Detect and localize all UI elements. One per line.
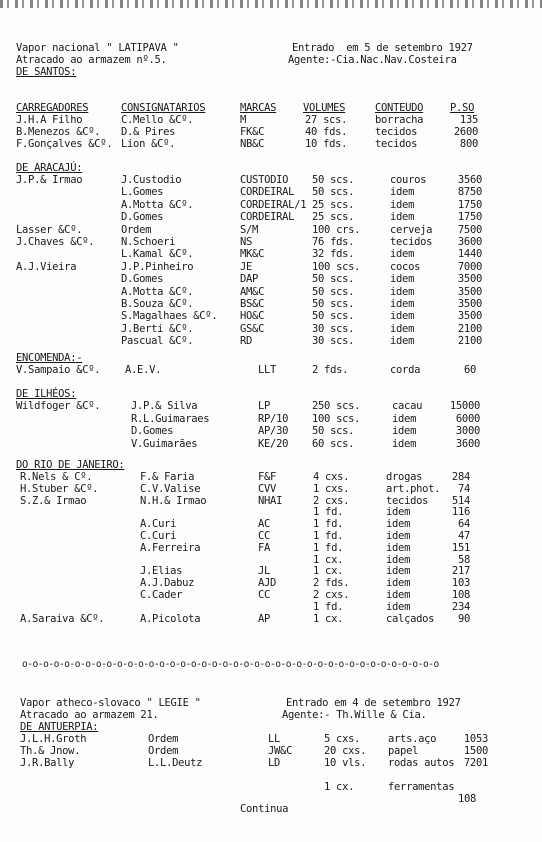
cell-conteudo: calçados [386, 612, 435, 625]
cell-peso: 1053 [463, 733, 488, 745]
cell-marca: KE/20 [258, 437, 289, 450]
cell-consignatario: A.E.V. [125, 364, 162, 376]
cell-volumes: 1 fd. [313, 518, 344, 531]
cell-marca: LP [258, 400, 271, 412]
cell-marca: CORDEIRAL [240, 186, 295, 199]
cell-volumes: 50 scs. [312, 186, 355, 199]
cell-consignatario: Ordem [121, 223, 152, 236]
cell-peso: 135 [459, 114, 478, 126]
cell-volumes: 1 cx. [313, 612, 344, 625]
header-carregador: CARREGADORES [16, 102, 89, 114]
encomenda-heading: ENCOMENDA:- [16, 352, 83, 364]
separator-line: o-o-o-o-o-o-o-o-o-o-o-o-o-o-o-o-o-o-o-o-o-o-o-o-o-o-o-o-o-o-o-o-o-o-o-o-o-o-o-o [22, 659, 439, 670]
cell-peso: 3500 [457, 285, 482, 298]
cell-volumes: 1 fd. [313, 541, 344, 554]
cell-consignatario: V.Guimarães [131, 437, 198, 450]
cell-consignatario: B.Souza &Cº. [121, 298, 194, 310]
cell-conteudo: idem [386, 518, 411, 531]
cell-consignatario: F.& Faria [140, 471, 195, 483]
cell-volumes: 2 fds. [313, 577, 350, 590]
cell-volumes: 50 scs. [312, 285, 355, 298]
cell-peso: 3500 [457, 273, 482, 286]
santos-heading: DE SANTOS: [16, 66, 77, 78]
cell-volumes: 100 crs. [312, 223, 361, 236]
cell-volumes: 25 scs. [312, 211, 355, 224]
ilheos-heading: DE ILHÉOS: [16, 388, 77, 400]
cell-conteudo: corda [390, 364, 421, 376]
cell-marca: HO&C [240, 310, 265, 323]
cell-peso: 64 [457, 518, 470, 531]
cell-peso: 7201 [463, 757, 488, 769]
cell-volumes: 30 scs. [312, 322, 355, 335]
cell-marca: NHAI [258, 494, 283, 507]
cell-conteudo: idem [386, 589, 411, 601]
cell-volumes: 27 scs. [305, 114, 348, 126]
cell-conteudo: arts.aço [388, 733, 437, 745]
cell-carregador: J.L.H.Groth [20, 733, 87, 745]
cell-carregador: B.Menezos &Cº. [16, 126, 101, 138]
cell-conteudo: idem [390, 335, 415, 348]
cell-consignatario: A.Picolota [140, 612, 201, 625]
cell-consignatario: D.Gomes [131, 425, 174, 437]
cell-carregador: J.H.A Filho [16, 114, 83, 126]
cell-volumes: 2 cxs. [313, 494, 350, 507]
cell-conteudo: couros [390, 174, 427, 186]
cell-peso: 1750 [457, 211, 482, 224]
extra-volume: 1 cx. [324, 781, 355, 793]
cell-conteudo: rodas autos [388, 757, 455, 769]
cell-consignatario: J.P.& Silva [131, 400, 198, 412]
cell-conteudo: idem [390, 322, 415, 335]
cell-volumes: 60 scs. [312, 437, 355, 450]
cell-marca: AJD [258, 577, 277, 590]
cell-peso: 58 [457, 553, 470, 566]
cell-conteudo: idem [386, 530, 411, 542]
cell-marca: F&F [258, 471, 277, 483]
header-consignatario: CONSIGNATARIOS [121, 102, 206, 114]
cell-volumes: 50 scs. [312, 425, 355, 437]
ship1-agent: Agente:-Cia.Nac.Nav.Costeira [288, 54, 457, 66]
cell-peso: 1500 [463, 745, 488, 757]
cell-marca: NS [240, 236, 253, 248]
cell-peso: 284 [451, 471, 470, 483]
cell-marca: AM&C [240, 285, 265, 298]
cell-marca: FK&C [240, 126, 265, 138]
cell-conteudo: idem [386, 553, 411, 566]
extra-weight: 108 [458, 793, 477, 805]
rio-shipper: S.Z.& Irmao [20, 495, 87, 507]
rio-heading: DO RIO DE JANEIRO: [16, 459, 125, 471]
cell-volumes: 1 fd. [313, 506, 344, 519]
cell-volumes: 40 fds. [305, 126, 348, 138]
cell-peso: 2600 [453, 126, 478, 138]
cell-volumes: 4 cxs. [313, 471, 350, 483]
cell-peso: 1440 [457, 248, 482, 261]
cell-consignatario: J.Berti &Cº. [121, 322, 194, 335]
cell-volumes: 1 cxs. [313, 482, 350, 495]
cell-volumes: 25 scs. [312, 198, 355, 211]
cell-consignatario: J.Custodio [121, 174, 182, 186]
cell-consignatario: A.Curi [140, 518, 177, 531]
cell-peso: 3560 [457, 174, 482, 186]
cell-marca: JW&C [268, 745, 293, 757]
cell-volumes: 50 scs. [312, 310, 355, 323]
cell-marca: DAP [240, 273, 259, 286]
cell-consignatario: D.Gomes [121, 273, 164, 286]
cell-volumes: 100 scs. [312, 412, 361, 425]
cell-marca: AC [258, 518, 271, 531]
cell-marca: LLT [258, 364, 277, 376]
cell-volumes: 30 scs. [312, 335, 355, 348]
ilheos-shipper: Wildfoger &Cº. [16, 400, 101, 412]
cell-volumes: 250 scs. [312, 400, 361, 412]
cell-volumes: 50 scs. [312, 174, 355, 186]
cell-conteudo: idem [386, 506, 411, 519]
aracaju-shipper: J.Chaves &Cº. [16, 236, 95, 248]
cell-conteudo: tecidos [375, 138, 418, 150]
cell-conteudo: idem [392, 437, 417, 450]
cell-conteudo: papel [388, 745, 419, 757]
ship1-name: Vapor nacional " LATIPAVA " [16, 42, 179, 54]
antuerpia-heading: DE ANTUERPIA: [20, 721, 99, 733]
header-volumes: VOLUMES [303, 102, 346, 114]
cell-peso: 1750 [457, 198, 482, 211]
cell-conteudo: tecidos [375, 126, 418, 138]
ship2-arrival: Entrado em 4 de setembro 1927 [286, 697, 461, 709]
cell-conteudo: cacau [392, 400, 423, 412]
header-conteudo: CONTEUDO [375, 102, 424, 114]
cell-marca: MK&C [240, 248, 265, 261]
cell-marca: LD [268, 757, 281, 769]
cell-conteudo: art.phot. [386, 482, 441, 495]
ship2-berth: Atracado ao armazem 21. [20, 709, 159, 721]
cell-marca: BS&C [240, 298, 265, 310]
cell-conteudo: idem [390, 211, 415, 224]
cell-volumes: 50 scs. [312, 273, 355, 286]
cell-peso: 60 [463, 364, 476, 376]
cell-consignatario: Ordem [148, 733, 179, 745]
extra-content: ferramentas [388, 781, 455, 793]
cell-peso: 108 [451, 589, 470, 601]
cell-conteudo: tecidos [386, 494, 429, 507]
cell-marca: JE [240, 260, 253, 273]
cell-conteudo: borracha [375, 114, 424, 126]
cell-marca: CVV [258, 482, 277, 495]
cell-volumes: 1 cx. [313, 565, 344, 578]
cell-peso: 3600 [455, 437, 480, 450]
cell-conteudo: drogas [386, 471, 423, 483]
scan-top-edge [0, 0, 542, 8]
cell-peso: 217 [451, 565, 470, 578]
cell-peso: 3000 [455, 425, 480, 437]
cell-consignatario: C.Cader [140, 589, 183, 601]
cell-peso: 514 [451, 494, 470, 507]
rio-last-shipper: A.Saraiva &Cº. [20, 613, 105, 625]
aracaju-heading: DE ARACAJÚ: [16, 162, 83, 174]
cell-peso: 74 [457, 482, 470, 495]
cell-peso: 7000 [457, 260, 482, 273]
ship2-agent: Agente:- Th.Wille & Cia. [282, 709, 427, 721]
cell-conteudo: idem [390, 285, 415, 298]
cell-conteudo: tecidos [390, 236, 433, 248]
cell-volumes: 100 scs. [312, 260, 361, 273]
cell-marca: AP [258, 612, 271, 625]
cell-carregador: V.Sampaio &Cº. [16, 364, 101, 376]
cell-carregador: Th.& Jnow. [20, 745, 81, 757]
cell-peso: 234 [451, 600, 470, 613]
cell-volumes: 5 cxs. [324, 733, 361, 745]
cell-volumes: 2 cxs. [313, 589, 350, 601]
cell-conteudo: idem [386, 541, 411, 554]
cell-consignatario: N.Schoeri [121, 236, 176, 248]
cell-marca: NB&C [240, 138, 265, 150]
cell-marca: RD [240, 335, 253, 348]
cell-conteudo: idem [390, 273, 415, 286]
continua-footer: Continua [240, 803, 289, 815]
ship2-name: Vapor atheco-slovaco " LEGIE " [20, 697, 201, 709]
cell-marca: LL [268, 733, 281, 745]
aracaju-shipper: Lasser &Cº. [16, 223, 83, 236]
cell-consignatario: L.Gomes [121, 186, 164, 199]
cell-marca: S/M [240, 223, 259, 236]
cell-marca: AP/30 [258, 425, 289, 437]
cell-marca: RP/10 [258, 412, 289, 425]
cell-conteudo: cerveja [390, 223, 433, 236]
cell-consignatario: A.Motta &Cº. [121, 198, 194, 211]
cell-peso: 2100 [457, 335, 482, 348]
cell-peso: 103 [451, 577, 470, 590]
cell-volumes: 1 cx. [313, 553, 344, 566]
cell-carregador: J.R.Bally [20, 757, 75, 769]
cell-conteudo: idem [392, 425, 417, 437]
cell-volumes: 32 fds. [312, 248, 355, 261]
cell-conteudo: idem [390, 186, 415, 199]
cell-marca: GS&C [240, 322, 265, 335]
cell-marca: JL [258, 565, 271, 578]
cell-peso: 90 [457, 612, 470, 625]
cell-marca: CC [258, 530, 271, 542]
cell-consignatario: C.Curi [140, 530, 177, 542]
cell-volumes: 2 fds. [312, 364, 349, 376]
cell-carregador: F.Gonçalves &Cº. [16, 138, 113, 150]
cell-peso: 3500 [457, 310, 482, 323]
cell-marca: FA [258, 541, 271, 554]
cell-conteudo: idem [386, 565, 411, 578]
ship1-berth: Atracado ao armazem nº.5. [16, 54, 167, 66]
rio-shipper: R.Nels & Cº. [20, 471, 93, 483]
cell-volumes: 1 fd. [313, 530, 344, 542]
cell-conteudo: idem [386, 600, 411, 613]
cell-peso: 6000 [455, 412, 480, 425]
cell-volumes: 10 vls. [324, 757, 367, 769]
cell-volumes: 76 fds. [312, 236, 355, 248]
cell-consignatario: J.P.Pinheiro [121, 260, 194, 273]
cell-consignatario: A.Motta &Cº. [121, 285, 194, 298]
cell-peso: 2100 [457, 322, 482, 335]
cell-consignatario: L.L.Deutz [148, 757, 203, 769]
cell-peso: 7500 [457, 223, 482, 236]
header-marcas: MARCAS [240, 102, 277, 114]
cell-peso: 3500 [457, 298, 482, 310]
cell-volumes: 20 cxs. [324, 745, 367, 757]
cell-peso: 8750 [457, 186, 482, 199]
cell-volumes: 1 fd. [313, 600, 344, 613]
cell-peso: 800 [459, 138, 478, 150]
ship1-arrival: Entrado em 5 de setembro 1927 [292, 42, 473, 54]
cell-marca: CORDEIRAL [240, 211, 295, 224]
cell-peso: 47 [457, 530, 470, 542]
cell-conteudo: idem [386, 577, 411, 590]
cell-consignatario: N.H.& Irmao [140, 494, 207, 507]
cell-peso: 15000 [449, 400, 480, 412]
cell-consignatario: A.J.Dabuz [140, 577, 195, 590]
cell-conteudo: idem [390, 310, 415, 323]
cell-consignatario: S.Magalhaes &Cº. [121, 310, 218, 323]
aracaju-shipper: J.P.& Irmao [16, 174, 83, 186]
cell-marca: M [240, 114, 247, 126]
cell-marca: CC [258, 589, 271, 601]
cell-consignatario: R.L.Guimaraes [131, 412, 210, 425]
cell-peso: 151 [451, 541, 470, 554]
cell-consignatario: L.Kamal &Cº. [121, 248, 194, 261]
rio-shipper: H.Stuber &Cº. [20, 483, 99, 495]
cell-consignatario: D.Gomes [121, 211, 164, 224]
cell-conteudo: idem [390, 248, 415, 261]
cell-conteudo: idem [392, 412, 417, 425]
cell-conteudo: cocos [390, 260, 421, 273]
aracaju-shipper: A.J.Vieira [16, 260, 77, 273]
cell-conteudo: idem [390, 198, 415, 211]
cell-consignatario: Ordem [148, 745, 179, 757]
cell-peso: 3600 [457, 236, 482, 248]
cell-consignatario: J.Elias [140, 565, 183, 578]
cell-marca: CORDEIRAL/1 [240, 198, 307, 211]
cell-marca: CUSTODIO [240, 174, 289, 186]
cell-volumes: 50 scs. [312, 298, 355, 310]
header-peso: P.SO [450, 102, 475, 114]
cell-consignatario: A.Ferreira [140, 541, 201, 554]
cell-consignatario: D.& Pires [121, 126, 176, 138]
cell-consignatario: Lion &Cº. [121, 138, 176, 150]
cell-consignatario: C.V.Valise [140, 482, 201, 495]
cell-consignatario: C.Mello &Cº. [121, 114, 194, 126]
cell-peso: 116 [451, 506, 470, 519]
cell-consignatario: Pascual &Cº. [121, 335, 194, 348]
cell-volumes: 10 fds. [305, 138, 348, 150]
cell-conteudo: idem [390, 298, 415, 310]
